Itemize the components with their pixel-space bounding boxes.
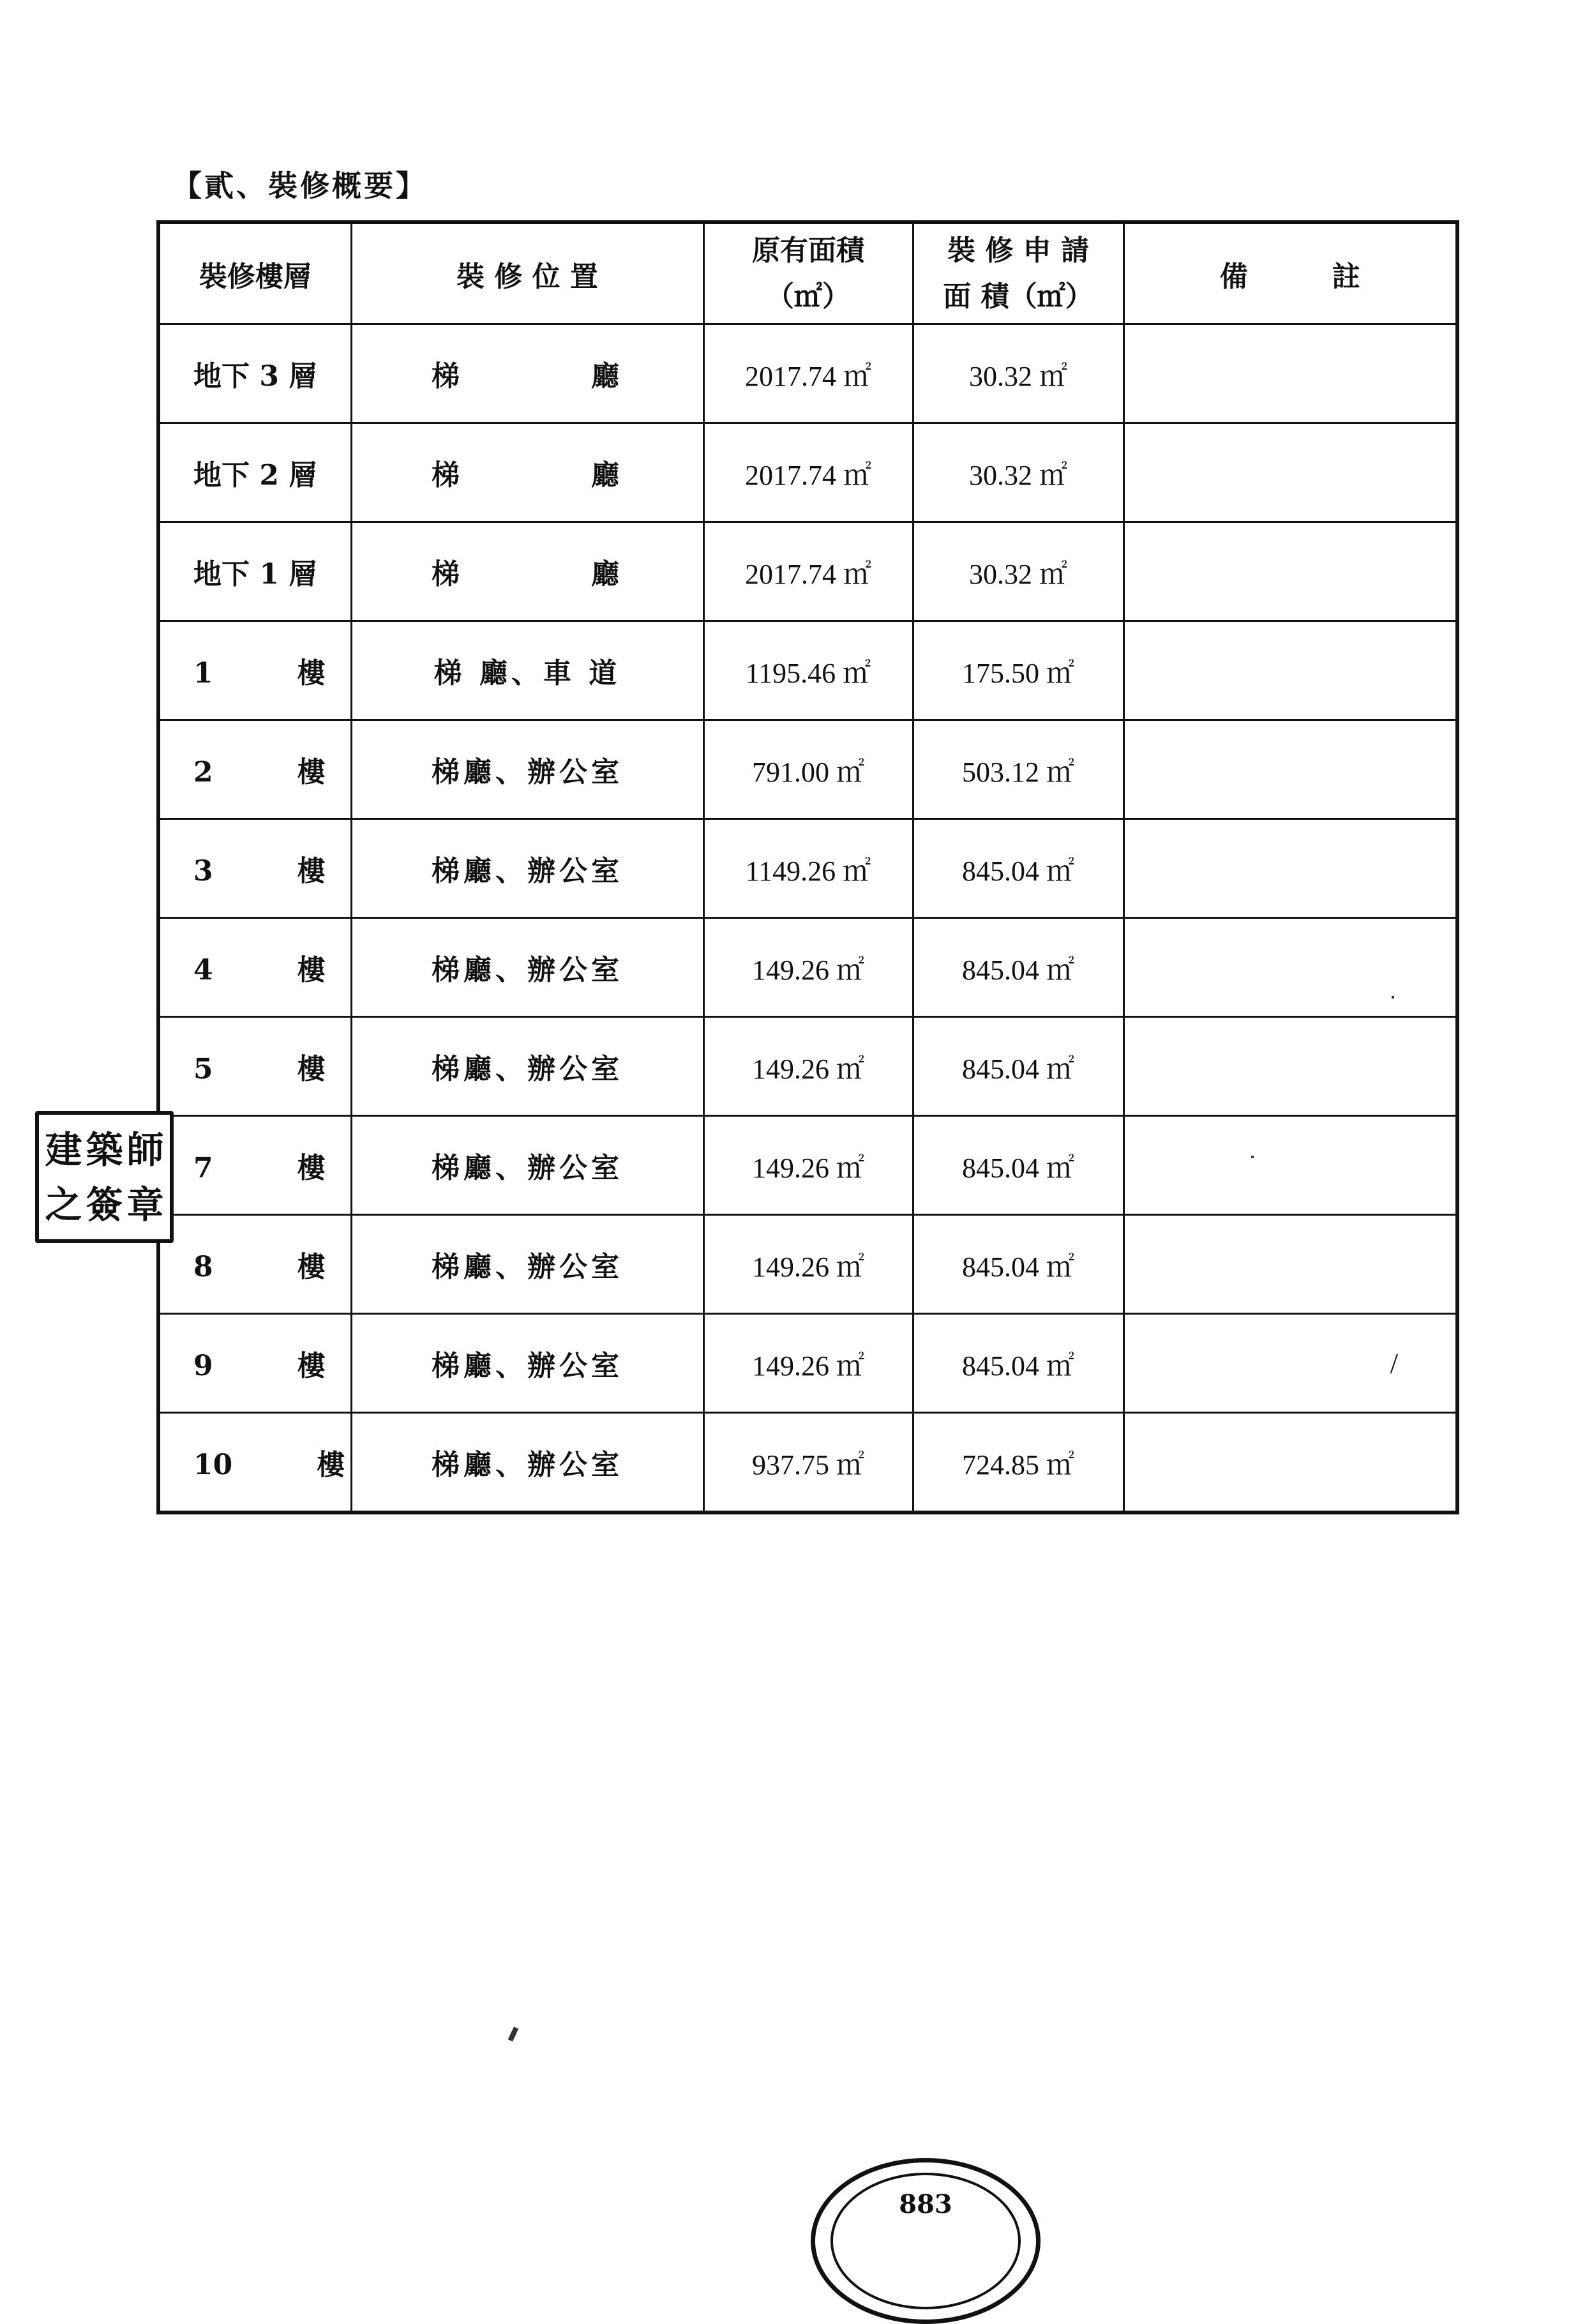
floor-cell: 地下 1 層 — [158, 522, 351, 621]
floor-cell: 5 樓 — [158, 1017, 351, 1116]
requested-area-cell: 845.04 ㎡ — [913, 819, 1123, 918]
requested-area-cell: 845.04 ㎡ — [913, 1314, 1123, 1413]
floor-cell: 8 樓 — [158, 1215, 351, 1314]
original-area-cell: 2017.74 ㎡ — [703, 423, 913, 522]
header-requested-area-line2: 面 積（㎡） — [943, 280, 1093, 313]
location-cell: 梯廳、辦公室 — [351, 1314, 703, 1413]
original-area-cell: 2017.74 ㎡ — [703, 522, 913, 621]
seal-char: 建 — [45, 1128, 82, 1172]
location-cell: 梯廳、辦公室 — [351, 1017, 703, 1116]
requested-area-cell: 845.04 ㎡ — [913, 1017, 1123, 1116]
scan-speck — [1392, 996, 1394, 999]
seal-char: 築 — [86, 1128, 123, 1172]
requested-area-cell: 503.12 ㎡ — [913, 720, 1123, 819]
header-original-area-line2: （㎡） — [766, 280, 850, 313]
table-row — [158, 1413, 1457, 1513]
requested-area-cell: 30.32 ㎡ — [913, 522, 1123, 621]
remarks-cell — [1123, 522, 1457, 621]
header-location: 裝 修 位 置 — [351, 222, 703, 324]
location-cell: 梯廳、辦公室 — [351, 819, 703, 918]
requested-area-cell: 175.50 ㎡ — [913, 621, 1123, 720]
remarks-cell — [1123, 1215, 1457, 1314]
original-area-cell: 791.00 ㎡ — [703, 720, 913, 819]
remarks-cell — [1123, 720, 1457, 819]
seal-char: 師 — [126, 1128, 164, 1172]
seal-char: 章 — [126, 1182, 164, 1226]
seal-char: 簽 — [86, 1182, 123, 1226]
remarks-cell — [1123, 1413, 1457, 1513]
table-row — [158, 1017, 1457, 1116]
table-row — [158, 324, 1457, 423]
requested-area-cell: 30.32 ㎡ — [913, 423, 1123, 522]
location-cell: 梯 廳 — [351, 324, 703, 423]
header-floor: 裝修樓層 — [158, 222, 351, 324]
location-cell: 梯廳、辦公室 — [351, 918, 703, 1017]
remarks-cell — [1123, 918, 1457, 1017]
location-cell: 梯廳、辦公室 — [351, 1215, 703, 1314]
original-area-cell: 149.26 ㎡ — [703, 1215, 913, 1314]
table-row — [158, 1314, 1457, 1413]
scan-speck — [508, 2026, 519, 2041]
table-row — [158, 720, 1457, 819]
floor-cell: 地下 3 層 — [158, 324, 351, 423]
remarks-cell: / — [1123, 1314, 1457, 1413]
header-remarks: 備 註 — [1123, 222, 1457, 324]
remarks-cell — [1123, 621, 1457, 720]
floor-cell: 1 樓 — [158, 621, 351, 720]
original-area-cell: 149.26 ㎡ — [703, 918, 913, 1017]
location-cell: 梯 廳 — [351, 423, 703, 522]
original-area-cell: 1149.26 ㎡ — [703, 819, 913, 918]
table-row — [158, 621, 1457, 720]
table-row — [158, 522, 1457, 621]
header-original-area-line1: 原有面積 — [752, 234, 864, 267]
requested-area-cell: 724.85 ㎡ — [913, 1413, 1123, 1513]
location-cell: 梯廳、辦公室 — [351, 1116, 703, 1215]
requested-area-cell: 845.04 ㎡ — [913, 1215, 1123, 1314]
location-cell: 梯廳、辦公室 — [351, 720, 703, 819]
remarks-cell — [1123, 1017, 1457, 1116]
floor-cell: 2 樓 — [158, 720, 351, 819]
floor-cell: 9 樓 — [158, 1314, 351, 1413]
header-original-area — [703, 222, 913, 324]
scan-speck — [1251, 1156, 1254, 1158]
location-cell: 梯 廳、車 道 — [351, 621, 703, 720]
remarks-cell — [1123, 423, 1457, 522]
requested-area-cell: 30.32 ㎡ — [913, 324, 1123, 423]
table-row — [158, 819, 1457, 918]
location-cell: 梯廳、辦公室 — [351, 1413, 703, 1513]
remarks-cell — [1123, 819, 1457, 918]
requested-area-cell: 845.04 ㎡ — [913, 918, 1123, 1017]
table-row — [158, 423, 1457, 522]
location-cell: 梯 廳 — [351, 522, 703, 621]
floor-cell: 3 樓 — [158, 819, 351, 918]
header-requested-area-line1: 裝 修 申 請 — [947, 234, 1089, 267]
original-area-cell: 2017.74 ㎡ — [703, 324, 913, 423]
remarks-cell — [1123, 324, 1457, 423]
requested-area-cell: 845.04 ㎡ — [913, 1116, 1123, 1215]
table-row — [158, 1215, 1457, 1314]
floor-cell: 10 樓 — [158, 1413, 351, 1513]
original-area-cell: 149.26 ㎡ — [703, 1017, 913, 1116]
original-area-cell: 1195.46 ㎡ — [703, 621, 913, 720]
table-row — [158, 1116, 1457, 1215]
round-stamp-text: 883 — [830, 2173, 1021, 2309]
section-title: 【貳、裝修概要】 — [172, 169, 428, 203]
table-header-row — [158, 222, 1457, 324]
original-area-cell: 149.26 ㎡ — [703, 1116, 913, 1215]
remarks-cell — [1123, 1116, 1457, 1215]
floor-cell: 4 樓 — [158, 918, 351, 1017]
renovation-summary-table — [156, 220, 1459, 1514]
original-area-cell: 937.75 ㎡ — [703, 1413, 913, 1513]
table-row — [158, 918, 1457, 1017]
floor-cell: 7 樓 — [158, 1116, 351, 1215]
architect-seal — [35, 1111, 174, 1243]
original-area-cell: 149.26 ㎡ — [703, 1314, 913, 1413]
round-stamp — [811, 2158, 1041, 2324]
floor-cell: 地下 2 層 — [158, 423, 351, 522]
seal-char: 之 — [45, 1182, 82, 1226]
header-requested-area — [913, 222, 1123, 324]
